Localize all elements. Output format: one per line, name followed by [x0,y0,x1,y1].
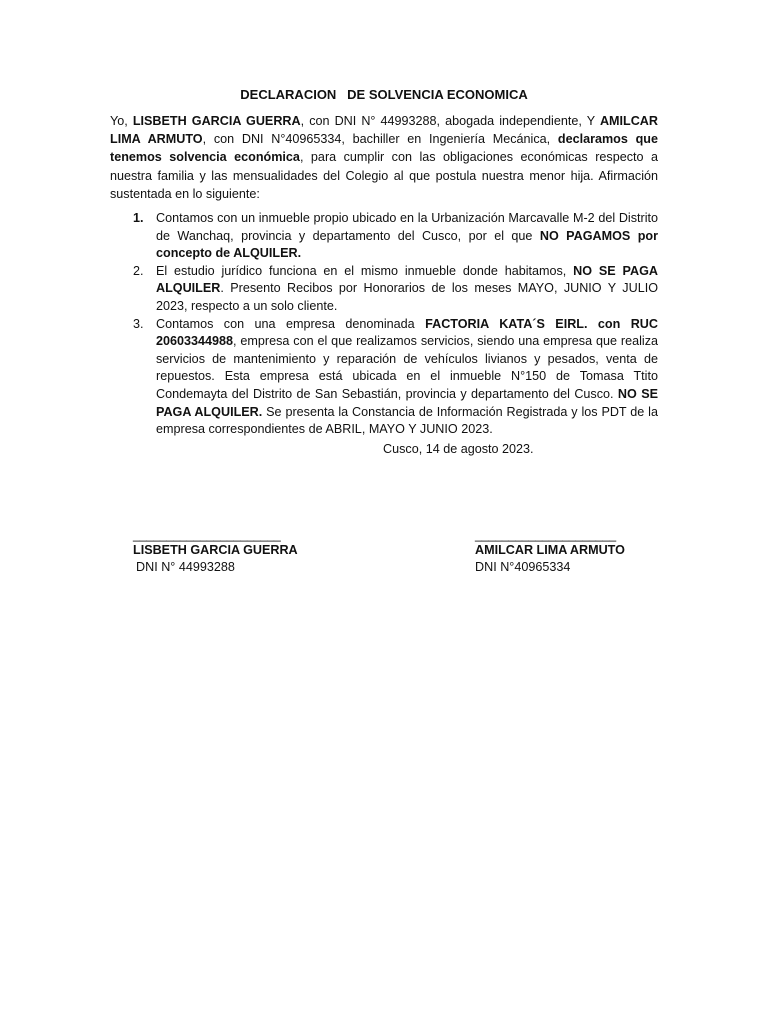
intro-declaration: declaramos que tenemos solvencia económica [110,132,658,165]
intro-text-3: , con DNI N°40965334, bachiller en Ingeniería Mecánica, [202,132,558,147]
signatory-dni: DNI N° 44993288 [136,560,235,574]
statement-list [110,210,658,439]
statement-bold-text: FACTORIA KATA´S EIRL. con RUC 20603344988 [156,316,658,349]
statement-text: , empresa con el que realizamos servicios, siendo una empresa que realiza servicios de mantenimiento y reparación de vehículos livianos y pesados, venta de repuestos. Esta empresa está ubicada en el inmueble N°150 de Tomasa Ttito Condemayta del Distrito de San Sebastián, provincia y departamento del Cusco. [156,334,658,401]
intro-text-2: , con DNI N° 44993288, abogada independiente, Y [300,114,600,128]
statement-text: El estudio jurídico funciona en el mismo inmueble donde habitamos, [156,263,574,278]
intro-text-1: Yo, [110,114,133,128]
document-title: DECLARACION DE SOLVENCIA ECONOMICA [240,87,528,102]
statement-item-1 [110,210,658,263]
signature-line: _____________________ [475,528,616,542]
intro-name-2: AMILCAR LIMA ARMUTO [110,114,658,147]
statement-bold-text: NO PAGAMOS por concepto de ALQUILER. [156,228,658,261]
statement-item-2 [110,263,658,316]
signature-block-left [133,528,298,576]
statement-text: Se presenta la Constancia de Información Registrada y los PDT de la empresa correspondientes de ABRIL, MAYO Y JUNIO 2023. [156,404,658,437]
statement-text: Contamos con un inmueble propio ubicado en la Urbanización Marcavalle M-2 del Distrito de Wanchaq, provincia y departamento del Cusco, por el que [156,211,658,243]
statement-item-3 [110,316,658,439]
statement-bold-text: NO SE PAGA ALQUILER. [156,386,658,419]
statement-number: 1. [133,211,144,225]
intro-text-4: , para cumplir con las obligaciones económicas respecto a nuestra familia y las mensualidades del Colegio al que postula nuestra menor hija. Afirmación sustentada en lo siguiente: [110,150,658,201]
signatory-dni: DNI N°40965334 [475,560,571,574]
intro-name-1: LISBETH GARCIA GUERRA [132,114,301,128]
statement-number: 3. [133,316,144,331]
signatory-name: LISBETH GARCIA GUERRA [133,543,298,557]
statement-text: . Presento Recibos por Honorarios de los meses MAYO, JUNIO Y JULIO 2023, respecto a un solo cliente. [156,281,658,313]
statement-text: Contamos con una empresa denominada [156,316,426,331]
date-line: Cusco, 14 de agosto 2023. [383,442,534,456]
signature-block-right [475,528,625,576]
intro-paragraph [110,112,658,203]
signature-line: ______________________ [133,528,281,542]
statement-number: 2. [133,263,144,278]
signatory-name: AMILCAR LIMA ARMUTO [475,543,625,557]
statement-bold-text: NO SE PAGA ALQUILER [156,263,658,296]
